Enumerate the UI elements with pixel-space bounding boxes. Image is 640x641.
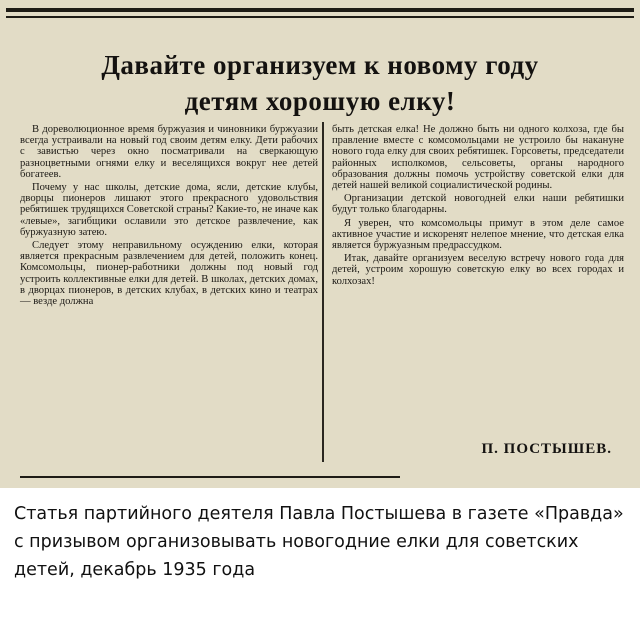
headline-line-2: детям хорошую елку! [184, 86, 456, 116]
headline-line-1: Давайте организуем к новому году [101, 50, 539, 80]
article-paragraph: Итак, давайте организуем веселую встречу нового года для детей, устроим хорошую советскую елку во всех городах и колхозах! [332, 253, 624, 287]
article-paragraph: Я уверен, что комсомольцы примут в этом деле самое активное участие и искоренят нелепое мнение, что детская елка является буржуазным предрассудком. [332, 217, 624, 252]
article-paragraph: Почему у нас школы, детские дома, ясли, детские клубы, дворцы пионеров лишают этого прекрасного удовольствия ребятишек трудящихся Советской страны? Какие-то, не иначе как «левые», загибщики ославили это детское развлечение, как буржуазную затею. [20, 182, 318, 238]
article-signature: П. ПОСТЫШЕВ. [481, 441, 612, 457]
article-paragraph: Организации детской новогодней елки наши ребятишки будут только благодарны. [332, 193, 624, 216]
article-left-column [20, 124, 318, 309]
article-right-column [332, 124, 624, 289]
bottom-rule [20, 476, 400, 478]
article-paragraph: быть детская елка! Не должно быть ни одного колхоза, где бы правление вместе с комсомольцами не устроило бы накануне нового года елку для своих ребятишек. Горсоветы, председатели районных исполкомов, сельсоветы, органы народного образования должны помочь устройству советской елки для детей нашей великой социалистической родины. [332, 124, 624, 192]
image-caption: Статья партийного деятеля Павла Постышева в газете «Правда» с призывом организовывать новогодние елки для советских детей, декабрь 1935 года [14, 504, 624, 580]
article-paragraph: В дореволюционное время буржуазия и чиновники буржуазии всегда устраивали на новый год своим детям елку. Дети рабочих с завистью через окно посматривали на сверкающую разноцветными огнями елку и веселящихся вокруг нее детей богатеев. [20, 124, 318, 180]
column-divider [322, 122, 324, 462]
article-paragraph: Следует этому неправильному осуждению елки, которая является прекрасным развлечением для детей, положить конец. Комсомольцы, пионер-работники должны под новый год устроить коллективные елки для детей. В школах, детских домах, в дворцах пионеров, в детских клубах, в детских кино и театрах — везде должна [20, 240, 318, 308]
top-rule [6, 8, 634, 12]
top-rule-thin [6, 16, 634, 18]
